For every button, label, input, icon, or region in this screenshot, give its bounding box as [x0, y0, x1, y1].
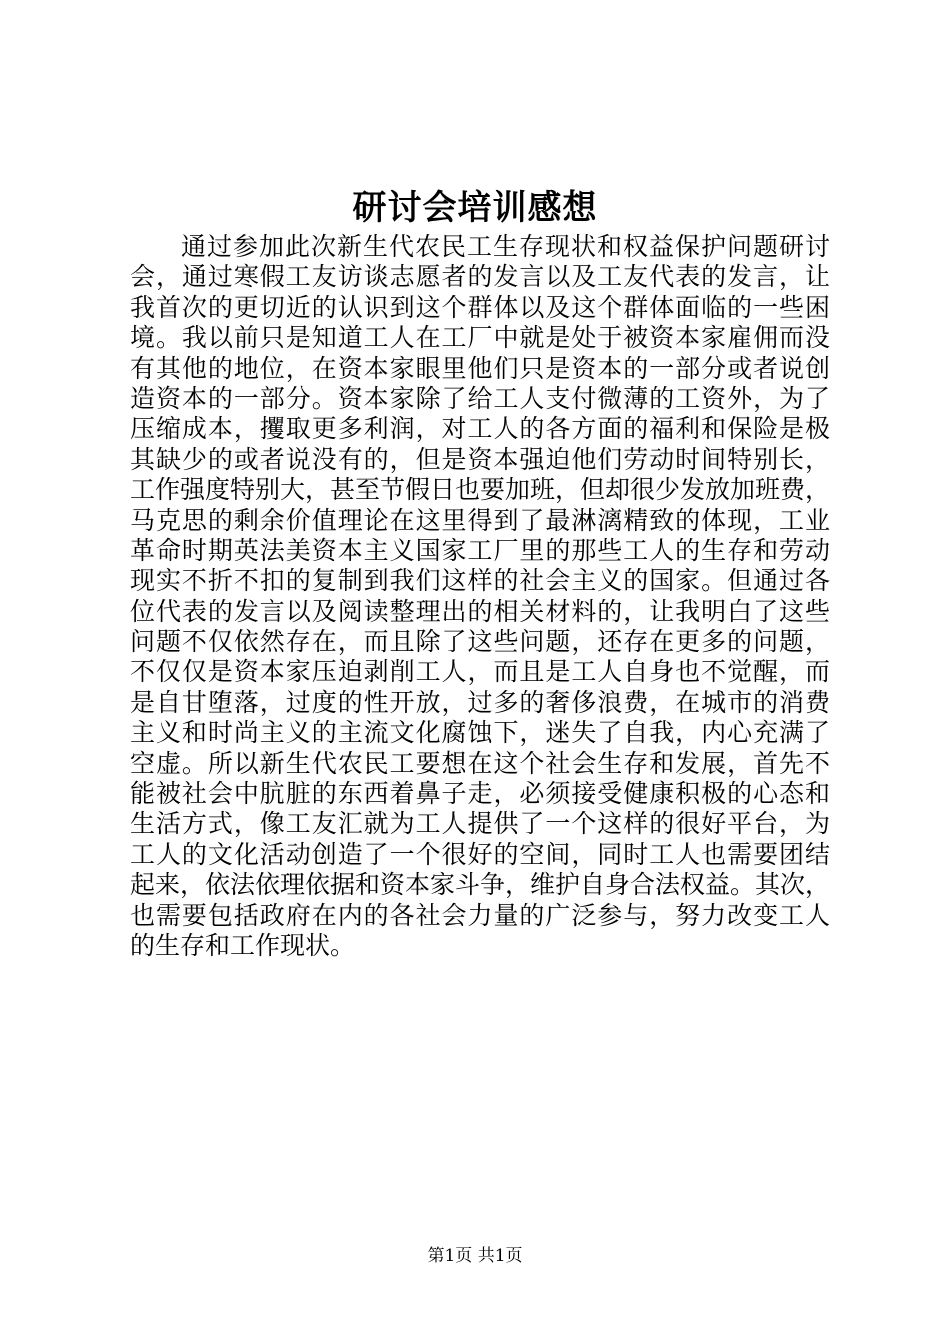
body-line: 其缺少的或者说没有的，但是资本强迫他们劳动时间特别长， [130, 444, 830, 474]
body-line: 境。我以前只是知道工人在工厂中就是处于被资本家雇佣而没 [130, 323, 830, 353]
body-line: 马克思的剩余价值理论在这里得到了最淋漓精致的体现，工业 [130, 505, 830, 535]
page-footer: 第1页 共1页 [427, 1246, 523, 1266]
body-line: 现实不折不扣的复制到我们这样的社会主义的国家。但通过各 [130, 566, 830, 596]
body-line: 我首次的更切近的认识到这个群体以及这个群体面临的一些困 [130, 292, 830, 322]
body-line: 不仅仅是资本家压迫剥削工人，而且是工人自身也不觉醒，而 [130, 657, 830, 687]
document-title: 研讨会培训感想 [352, 188, 598, 228]
body-line: 能被社会中肮脏的东西着鼻子走，必须接受健康积极的心态和 [130, 779, 830, 809]
body-line: 革命时期英法美资本主义国家工厂里的那些工人的生存和劳动 [130, 535, 830, 565]
body-line: 生活方式，像工友汇就为工人提供了一个这样的很好平台，为 [130, 809, 830, 839]
body-line: 的生存和工作现状。 [130, 930, 356, 960]
body-line: 通过参加此次新生代农民工生存现状和权益保护问题研讨 [181, 232, 830, 261]
body-line: 会，通过寒假工友访谈志愿者的发言以及工友代表的发言，让 [130, 262, 830, 292]
body-line: 有其他的地位，在资本家眼里他们只是资本的一部分或者说创 [130, 353, 830, 383]
body-line: 压缩成本，攫取更多利润，对工人的各方面的福利和保险是极 [130, 414, 830, 444]
body-line: 问题不仅依然存在，而且除了这些问题，还存在更多的问题， [130, 627, 830, 657]
body-line: 主义和时尚主义的主流文化腐蚀下，迷失了自我，内心充满了 [130, 718, 830, 748]
body-line: 空虚。所以新生代农民工要想在这个社会生存和发展，首先不 [130, 748, 830, 778]
body-line: 工人的文化活动创造了一个很好的空间，同时工人也需要团结 [130, 839, 830, 869]
body-line: 位代表的发言以及阅读整理出的相关材料的，让我明白了这些 [130, 596, 830, 626]
document-body [130, 232, 830, 961]
body-line: 起来，依法依理依据和资本家斗争，维护自身合法权益。其次， [130, 870, 831, 900]
body-line: 也需要包括政府在内的各社会力量的广泛参与，努力改变工人 [130, 900, 830, 930]
body-line: 造资本的一部分。资本家除了给工人支付微薄的工资外，为了 [130, 383, 830, 413]
body-line: 工作强度特别大，甚至节假日也要加班，但却很少发放加班费， [130, 475, 831, 505]
body-line: 是自甘堕落，过度的性开放，过多的奢侈浪费，在城市的消费 [130, 687, 830, 717]
